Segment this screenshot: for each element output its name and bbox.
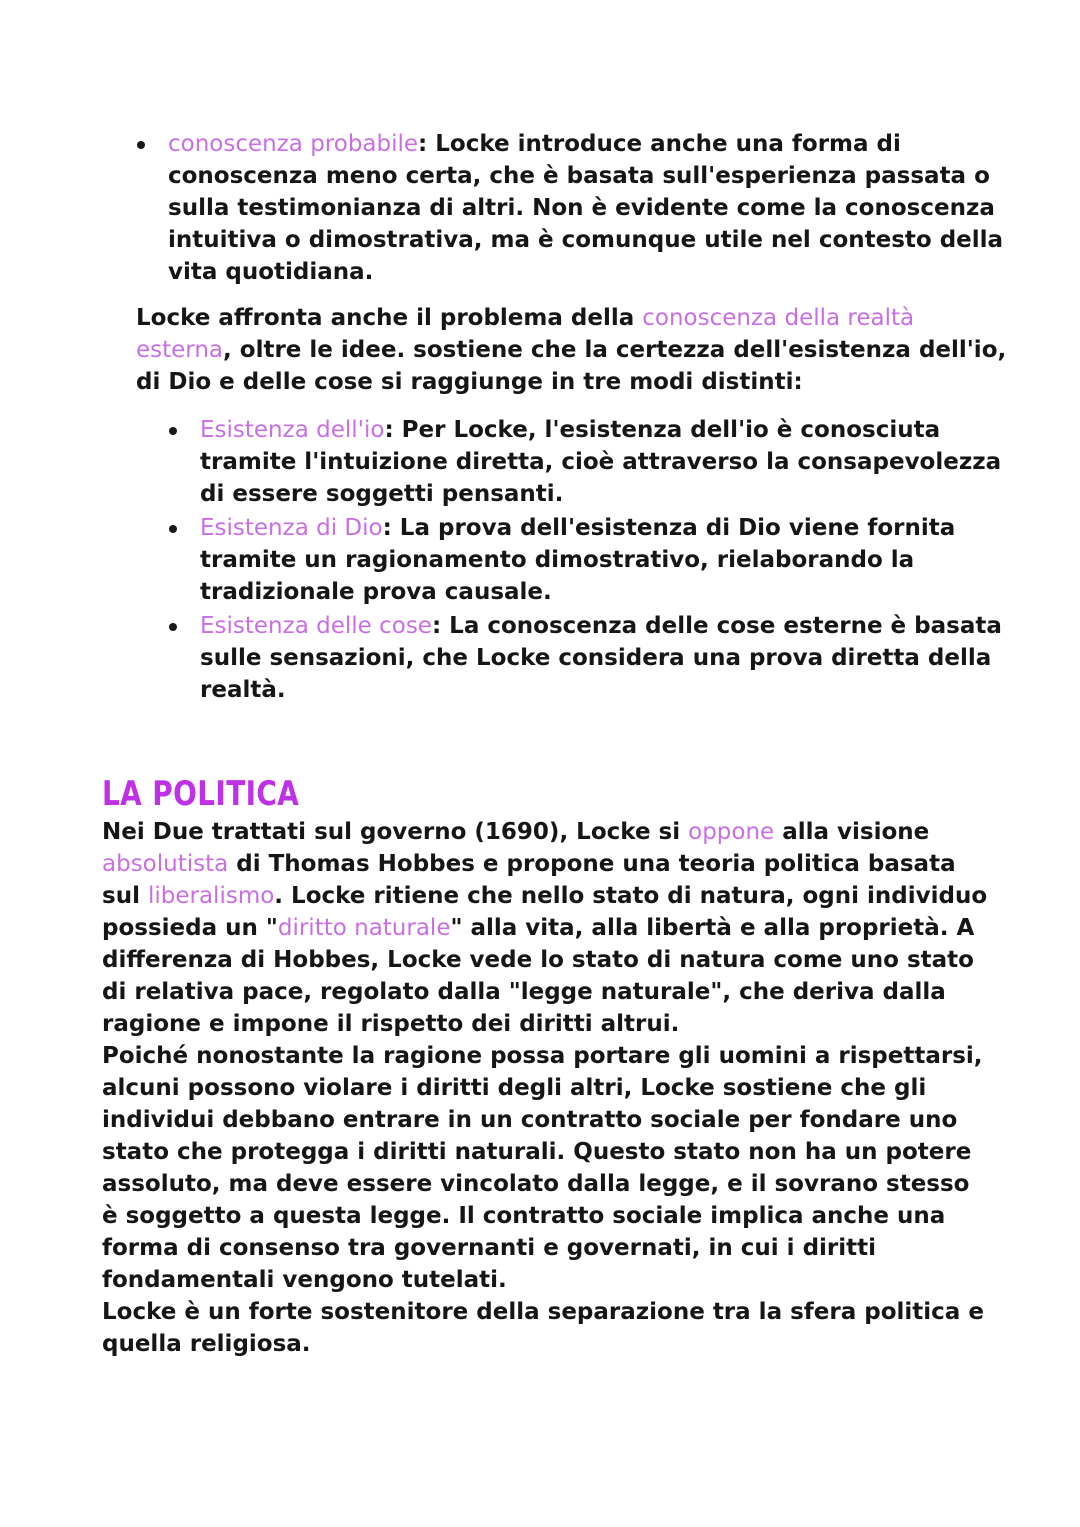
- knowledge-list: [168, 128, 1028, 288]
- existence-list: [200, 414, 1020, 708]
- body-paragraph: [102, 816, 992, 1040]
- list-item: [200, 512, 1020, 608]
- bullet-icon: [169, 427, 177, 435]
- list-item: [168, 128, 1028, 288]
- para-text: Locke affronta anche il problema della: [136, 305, 643, 331]
- para-text: , oltre le idee. sostiene che la certezza dell'esistenza dell'io, di Dio e delle cose si raggiunge in tre modi distinti:: [136, 337, 1007, 395]
- item-text: : Locke introduce anche una forma di conoscenza meno certa, che è basata sull'esperienza passata o sulla testimonianza di altri. Non è evidente come la conoscenza intuitiva o dimostrativa, ma è comunque utile nel contesto della vita quotidiana.: [168, 131, 1004, 285]
- para-text: alla visione: [774, 819, 930, 845]
- para-text: " alla vita, alla libertà e alla proprietà. A differenza di Hobbes, Locke vede lo stato di natura come uno stato di relativa pace, regolato dalla "legge naturale", che deriva dalla ragione e impone il rispetto dei diritti altrui.: [102, 915, 975, 1037]
- term-highlight: Esistenza di Dio: [200, 515, 383, 541]
- term-highlight: conoscenza probabile: [168, 131, 419, 157]
- para-text: . Locke ritiene che nello stato di natura, ogni individuo possieda un ": [102, 883, 988, 941]
- para-text: di Thomas Hobbes e propone una teoria politica basata sul: [102, 851, 956, 909]
- para-text: Nei Due trattati sul governo (1690), Locke si: [102, 819, 689, 845]
- term-highlight: Esistenza dell'io: [200, 417, 385, 443]
- term-highlight: oppone: [688, 819, 775, 845]
- bullet-icon: [137, 141, 145, 149]
- body-paragraph: Locke è un forte sostenitore della separazione tra la sfera politica e quella religiosa.: [102, 1299, 984, 1357]
- item-text: : La conoscenza delle cose esterne è basata sulle sensazioni, che Locke considera una prova diretta della realtà.: [200, 613, 1002, 703]
- item-text: : La prova dell'esistenza di Dio viene fornita tramite un ragionamento dimostrativo, rielaborando la tradizionale prova causale.: [200, 515, 956, 605]
- term-highlight: liberalismo: [147, 883, 275, 909]
- list-item: [200, 610, 1020, 706]
- body-paragraph: Poiché nonostante la ragione possa portare gli uomini a rispettarsi, alcuni possono violare i diritti degli altri, Locke sostiene che gli individui debbano entrare in un contratto sociale per fondare uno stato che protegga i diritti naturali. Questo stato non ha un potere assoluto, ma deve essere vincolato dalla legge, e il sovrano stesso è soggetto a questa legge. Il contratto sociale implica anche una forma di consenso tra governanti e governati, in cui i diritti fondamentali vengono tutelati.: [102, 1043, 983, 1293]
- section-body: [102, 816, 992, 1360]
- bullet-icon: [169, 623, 177, 631]
- item-text: : Per Locke, l'esistenza dell'io è conosciuta tramite l'intuizione diretta, cioè attraverso la consapevolezza di essere soggetti pensanti.: [200, 417, 1002, 507]
- list-item: [200, 414, 1020, 510]
- bullet-icon: [169, 525, 177, 533]
- term-highlight: absolutista: [102, 851, 229, 877]
- term-highlight: Esistenza delle cose: [200, 613, 432, 639]
- section-heading: LA POLITICA: [102, 774, 300, 814]
- term-highlight: conoscenza della realtà esterna: [136, 305, 915, 363]
- intro-paragraph: [136, 302, 1016, 398]
- term-highlight: diritto naturale: [277, 915, 451, 941]
